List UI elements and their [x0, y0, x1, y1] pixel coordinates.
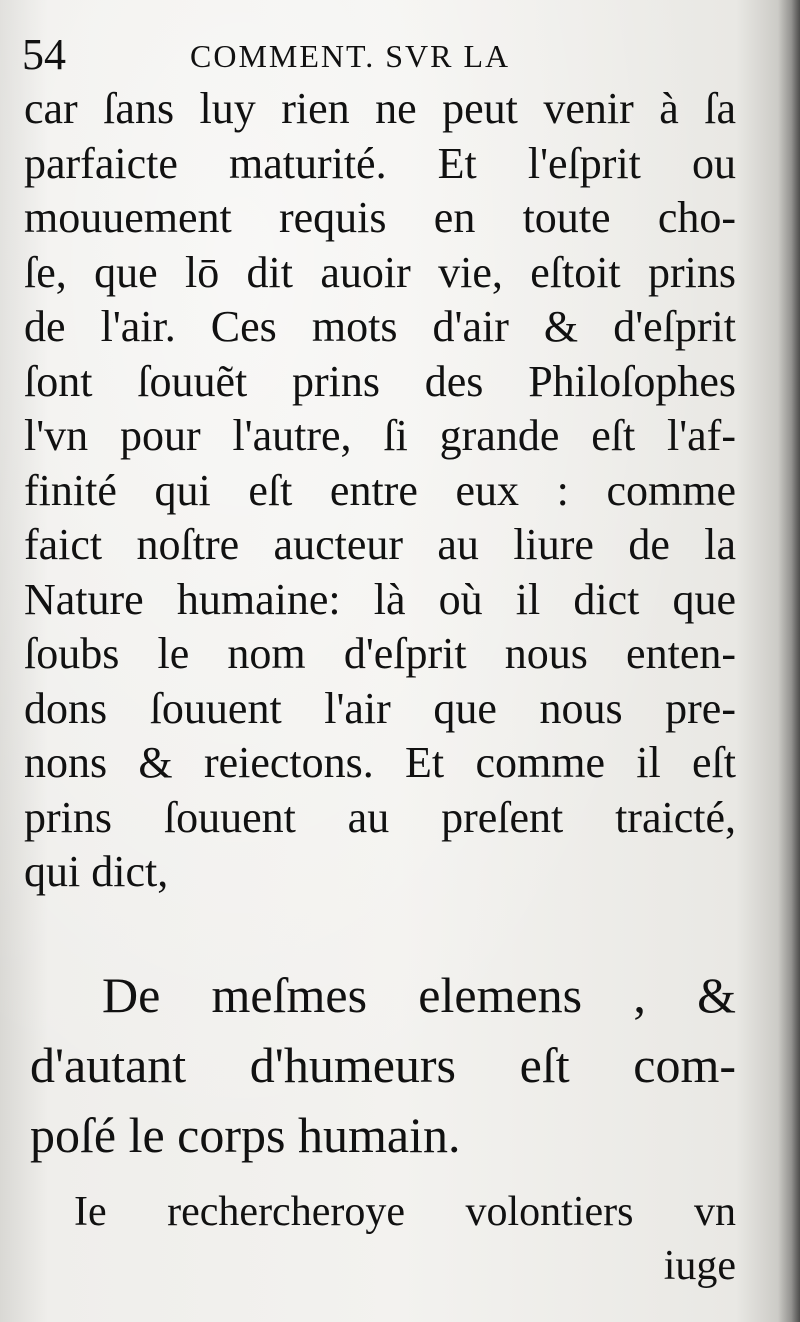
text-line: ſoubs le nom d'eſprit nous enten-: [24, 629, 736, 678]
main-paragraph: [24, 82, 736, 900]
text-line: faict noſtre aucteur au liure de la: [24, 520, 736, 569]
quote-line: d'autant d'humeurs eſt com-: [30, 1037, 736, 1093]
text-line: Ie rechercheroye volontiers vn: [74, 1189, 736, 1235]
text-line: dons ſouuent l'air que nous pre-: [24, 683, 736, 733]
quote-line: De meſmes elemens , &: [102, 967, 736, 1023]
text-line: car ſans luy rien ne peut venir à ſa: [24, 84, 736, 133]
page-number: 54: [22, 30, 66, 79]
text-line: mouuement requis en toute cho-: [24, 193, 736, 242]
text-line: finité qui eſt entre eux : comme: [24, 465, 736, 515]
text-line: de l'air. Ces mots d'air & d'eſprit: [24, 302, 736, 351]
running-head: COMMENT. SVR LA: [190, 38, 511, 74]
page-header: [22, 30, 762, 80]
quoted-aphorism: [30, 960, 736, 1170]
page-edge-shadow: [778, 0, 800, 1322]
text-line: ſe, que lō dit auoir vie, eſtoit prins: [24, 247, 736, 297]
text-line: nons & reiectons. Et comme il eſt: [24, 738, 736, 787]
text-line: prins ſouuent au preſent traicté,: [24, 792, 736, 842]
text-line: ſont ſouuẽt prins des Philoſophes: [24, 356, 736, 406]
text-line: Nature humaine: là où il dict que: [24, 574, 736, 624]
quote-line: poſé le corps humain.: [30, 1107, 461, 1163]
catchword: iuge: [663, 1243, 736, 1289]
text-line: qui dict,: [24, 847, 169, 896]
continuation-paragraph: [28, 1185, 736, 1293]
text-line: parfaicte maturité. Et l'eſprit ou: [24, 138, 736, 188]
text-line: l'vn pour l'autre, ſi grande eſt l'af-: [24, 411, 736, 460]
